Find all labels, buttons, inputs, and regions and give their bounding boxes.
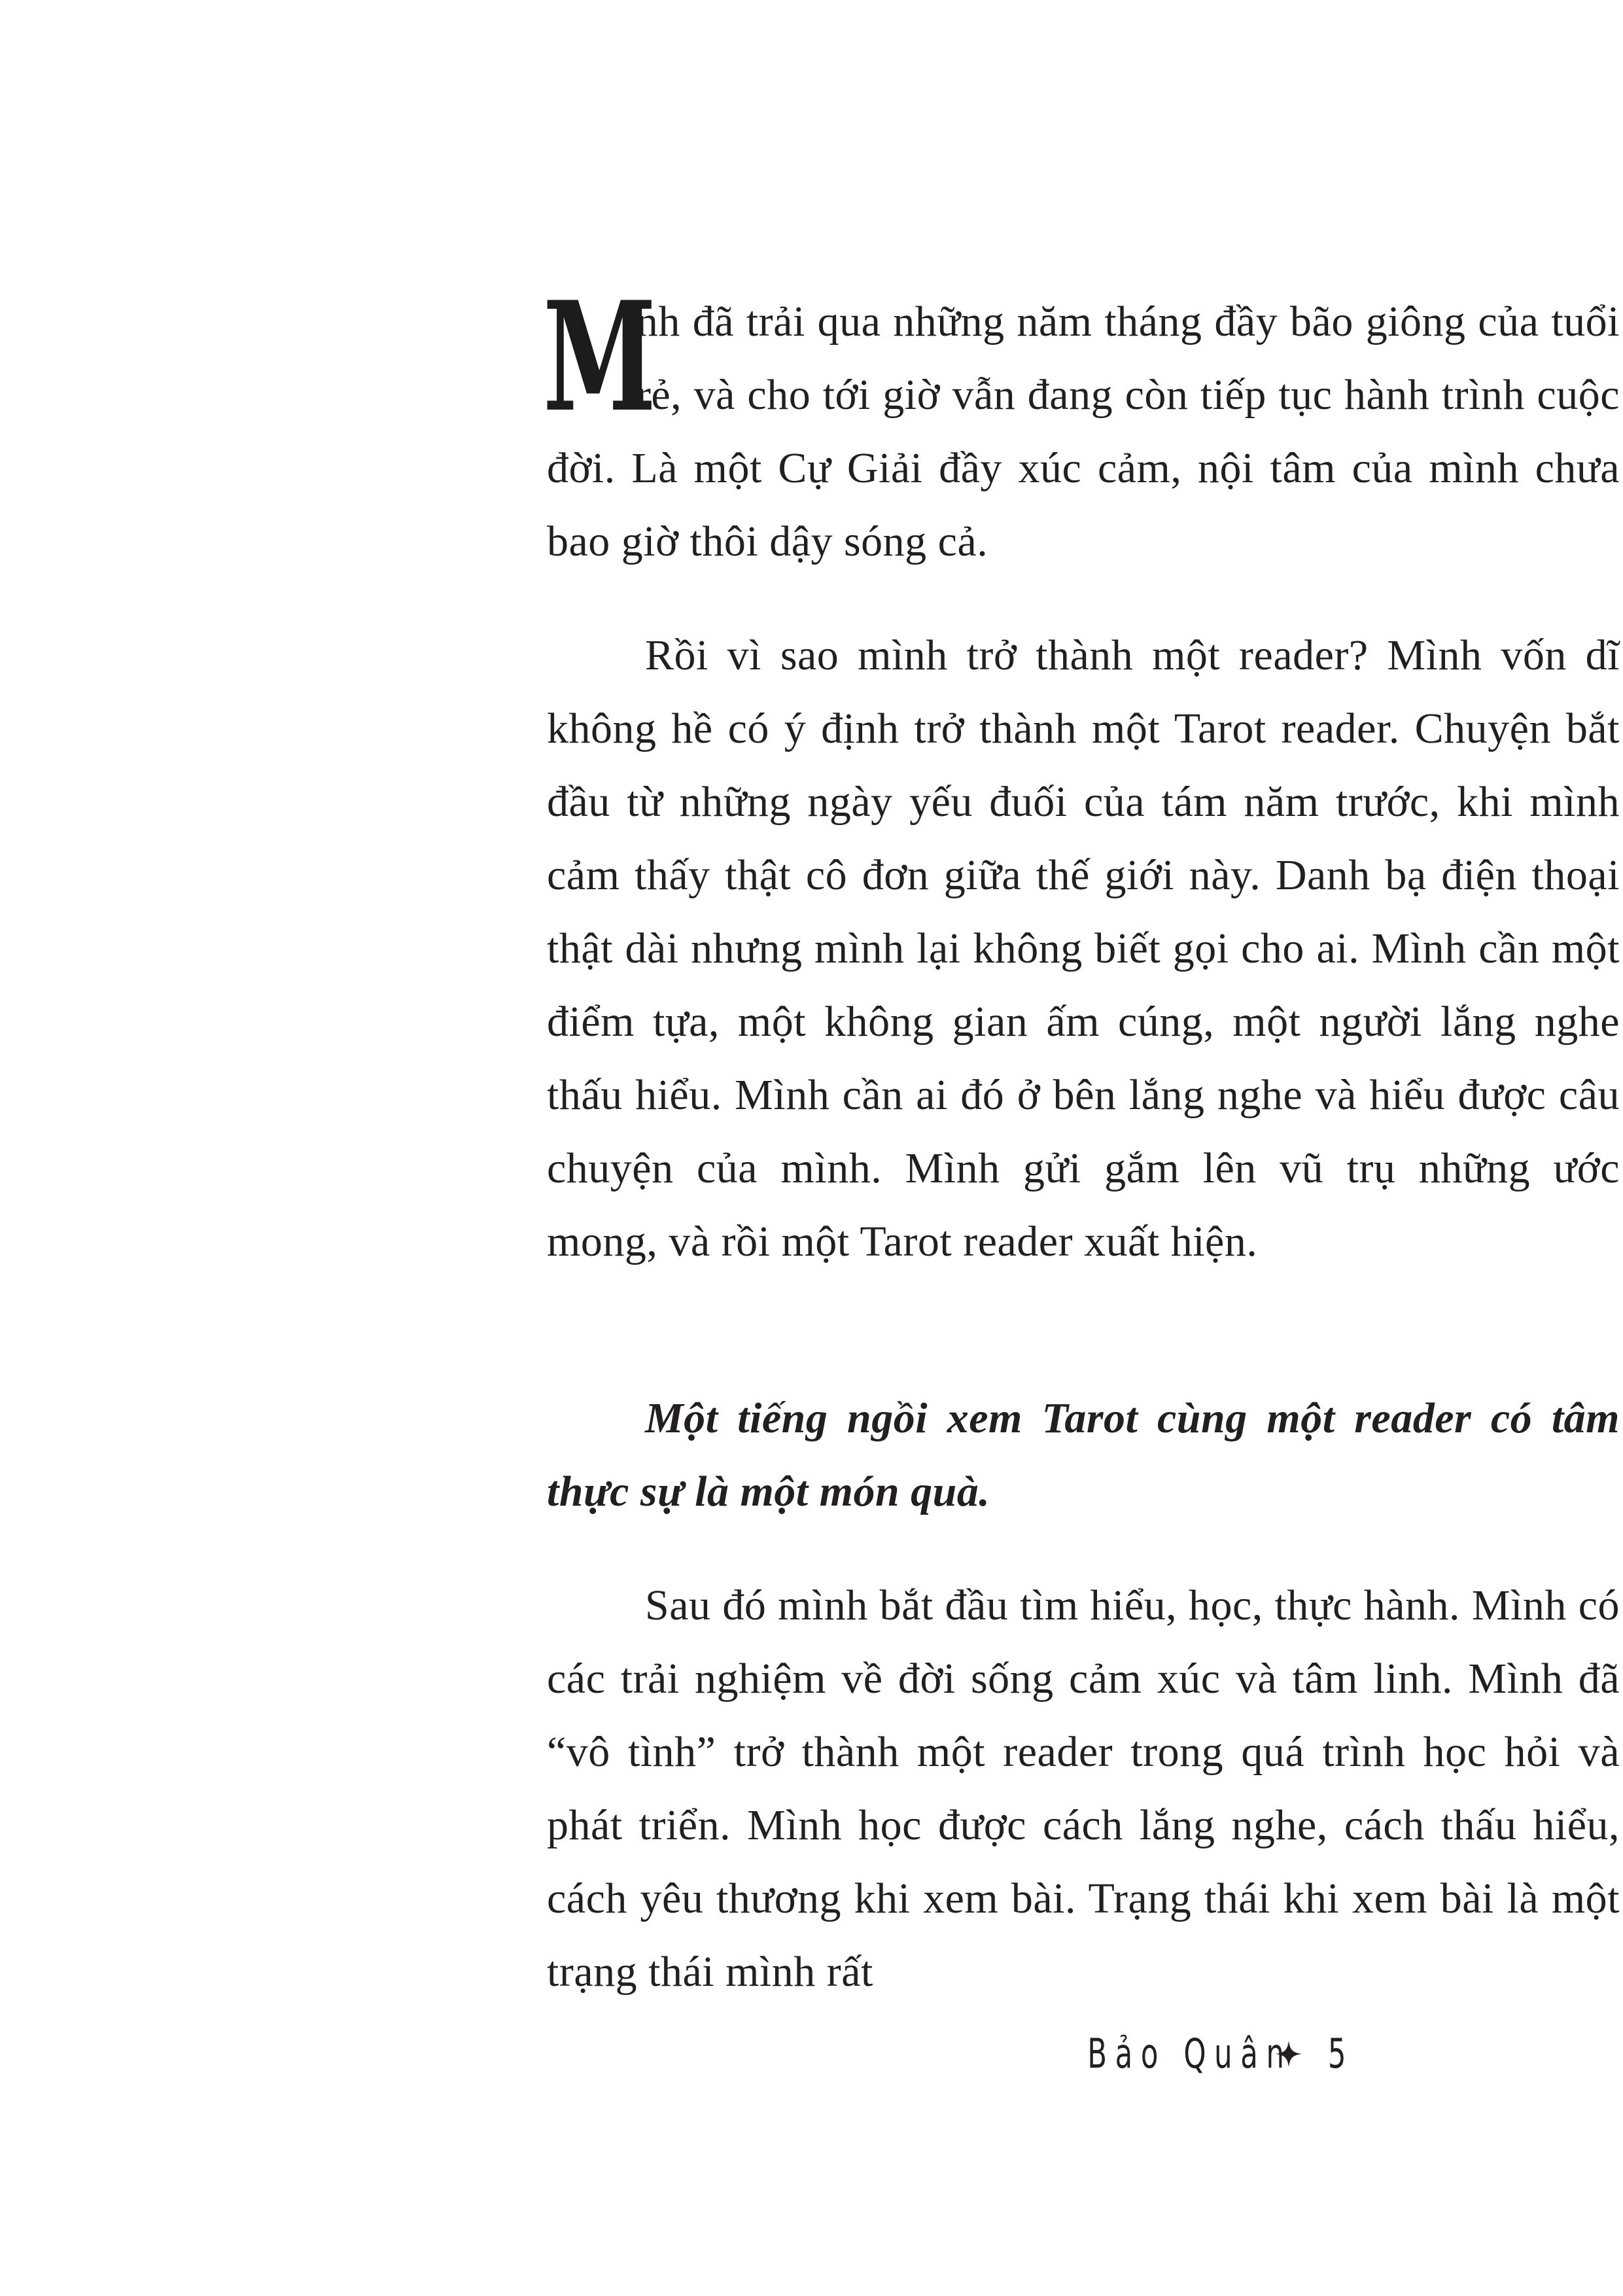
- paragraph-1-text: ình đã trải qua những năm tháng đầy bão giông của tuổi trẻ, và cho tới giờ vẫn đang còn tiếp tục hành trình cuộc đời. Là một Cự Giải đầy xúc cảm, nội tâm của mình chưa bao giờ thôi dậy sóng cả.: [547, 298, 1620, 565]
- page-number: 5: [1327, 2030, 1346, 2077]
- running-author: Bảo Quân: [1087, 2030, 1293, 2077]
- drop-cap: M: [543, 269, 657, 446]
- paragraph-3-emphasis: Một tiếng ngồi xem Tarot cùng một reader có tâm thực sự là một món quà.: [547, 1394, 1620, 1515]
- paragraph-1: [543, 269, 1620, 578]
- paragraph-2: Rồi vì sao mình trở thành một reader? Mình vốn dĩ không hề có ý định trở thành một Tarot reader. Chuyện bắt đầu từ những ngày yếu đuối của tám năm trước, khi mình cảm thấy thật cô đơn giữa thế giới này. Danh bạ điện thoại thật dài nhưng mình lại không biết gọi cho ai. Mình cần một điểm tựa, một không gian ấm cúng, một người lắng nghe thấu hiểu. Mình cần ai đó ở bên lắng nghe và hiểu được câu chuyện của mình. Mình gửi gắm lên vũ trụ những ước mong, và rồi một Tarot reader xuất hiện.: [547, 631, 1620, 1265]
- paragraph-4: Sau đó mình bắt đầu tìm hiểu, học, thực hành. Mình có các trải nghiệm về đời sống cảm xúc và tâm linh. Mình đã “vô tình” trở thành một reader trong quá trình học hỏi và phát triển. Mình học được cách lắng nghe, cách thấu hiểu, cách yêu thương khi xem bài. Trạng thái khi xem bài là một trạng thái mình rất: [547, 1581, 1620, 1996]
- page-footer: [1000, 2030, 1350, 2077]
